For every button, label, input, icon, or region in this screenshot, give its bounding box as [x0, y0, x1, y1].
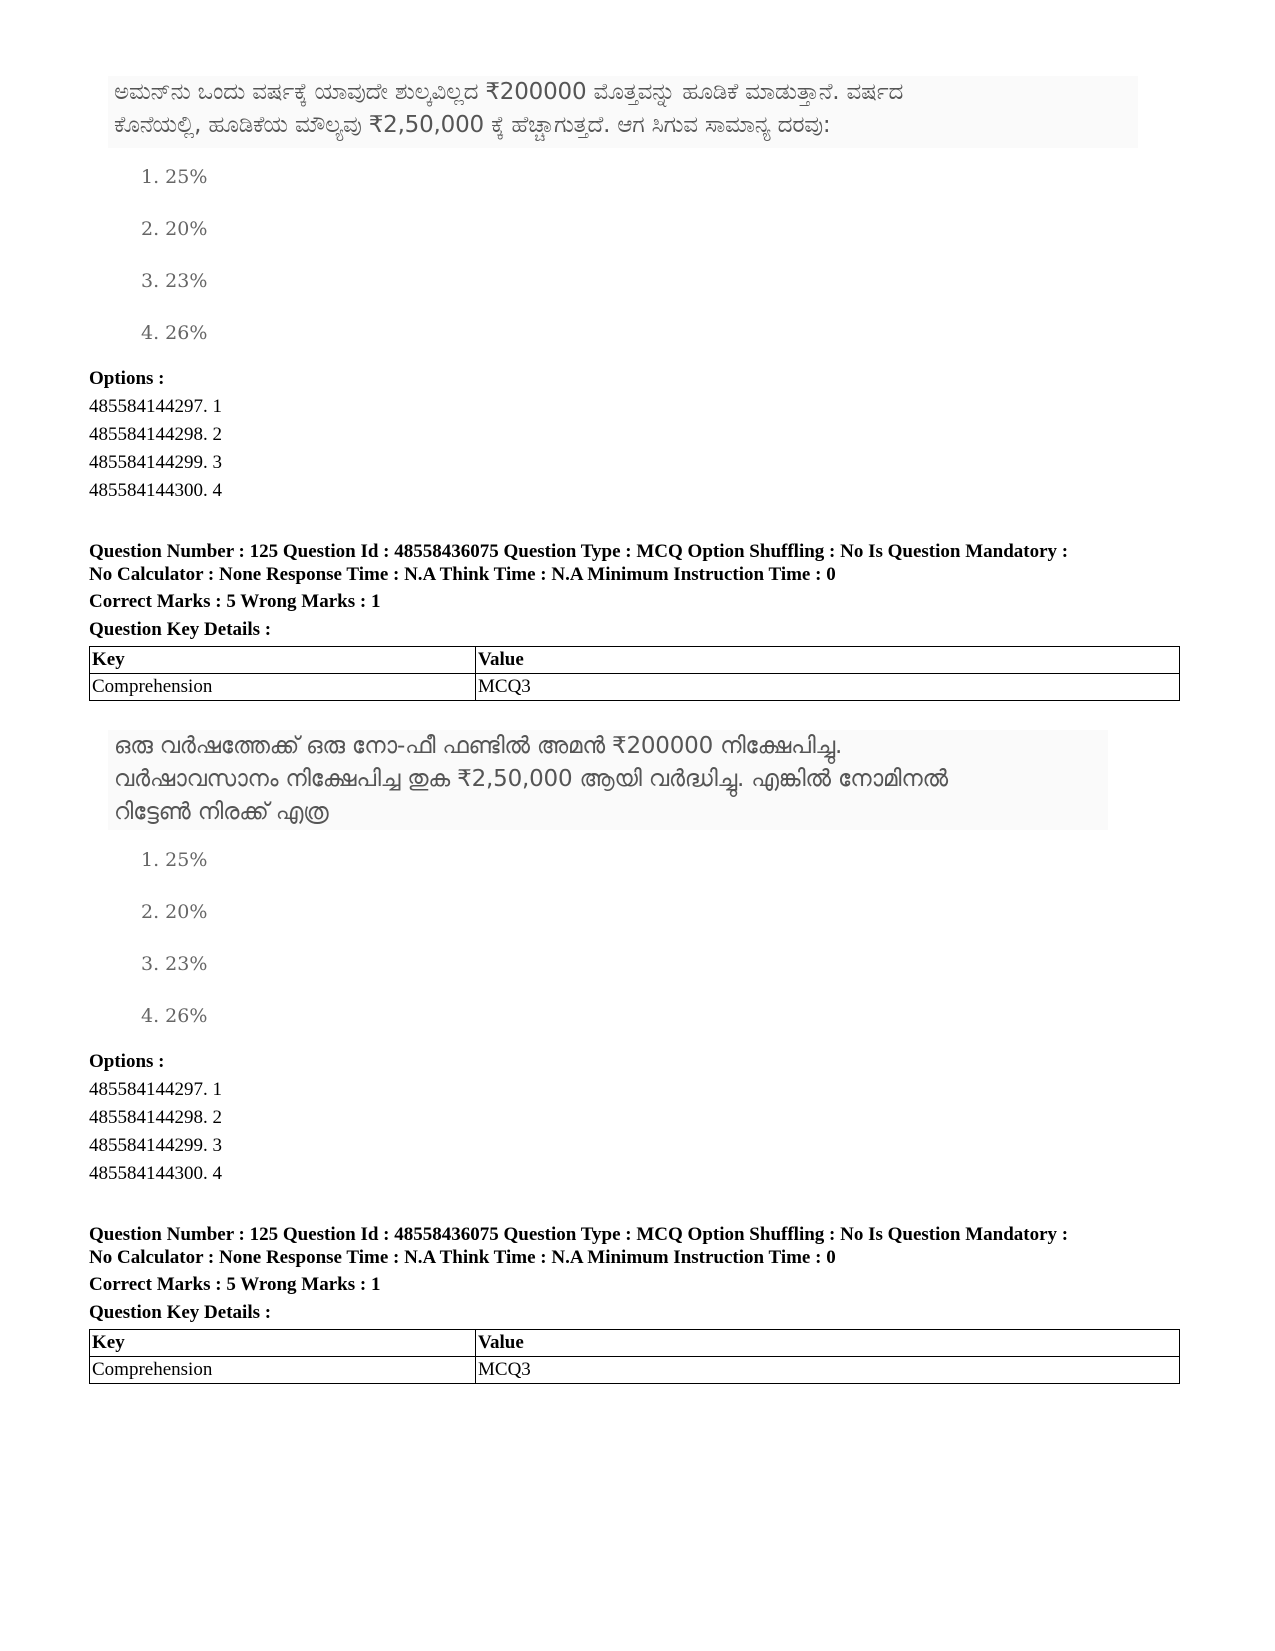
question-meta-line: Question Number : 125 Question Id : 48558436075 Question Type : MCQ Option Shuffling : No Is Question Mandatory : — [89, 541, 1069, 562]
option-item: 485584144297. 1 — [89, 396, 222, 417]
table-header-row — [90, 1330, 1180, 1357]
choice-1: 1. 25% — [141, 166, 208, 188]
table-row — [90, 1357, 1180, 1384]
option-item: 485584144298. 2 — [89, 1107, 222, 1128]
options-label: Options : — [89, 368, 165, 389]
option-item: 485584144300. 4 — [89, 480, 222, 501]
table-header-key: Key — [90, 1330, 476, 1357]
option-item: 485584144297. 1 — [89, 1079, 222, 1100]
marks-line: Correct Marks : 5 Wrong Marks : 1 — [89, 591, 381, 612]
table-row — [90, 674, 1180, 701]
question-meta-line: Question Number : 125 Question Id : 48558436075 Question Type : MCQ Option Shuffling : No Is Question Mandatory : — [89, 1224, 1069, 1245]
question-meta-line: No Calculator : None Response Time : N.A Think Time : N.A Minimum Instruction Time : 0 — [89, 1247, 836, 1268]
question-text-line: റിട്ടേൺ നിരക്ക് എത്ര — [114, 799, 329, 825]
choice-1: 1. 25% — [141, 849, 208, 871]
question-text-line: വർഷാവസാനം നിക്ഷേപിച്ച തുക ₹2,50,000 ആയി വർദ്ധിച്ചു. എങ്കിൽ നോമിനൽ — [114, 766, 948, 792]
table-cell-value: MCQ3 — [476, 1357, 1180, 1384]
option-item: 485584144298. 2 — [89, 424, 222, 445]
choice-2: 2. 20% — [141, 901, 208, 923]
key-details-table — [89, 646, 1180, 701]
question-text-line: ಕೊನೆಯಲ್ಲಿ, ಹೂಡಿಕೆಯ ಮೌಲ್ಯವು ₹2,50,000 ಕ್ಕೆ ಹೆಚ್ಚಾಗುತ್ತದೆ. ಆಗ ಸಿಗುವ ಸಾಮಾನ್ಯ ದರವು: — [114, 112, 831, 138]
question-image-kannada — [108, 76, 1138, 148]
choice-3: 3. 23% — [141, 270, 208, 292]
question-meta-line: No Calculator : None Response Time : N.A Think Time : N.A Minimum Instruction Time : 0 — [89, 564, 836, 585]
question-image-malayalam — [108, 730, 1108, 830]
option-item: 485584144299. 3 — [89, 1135, 222, 1156]
question-text-line: ಅಮನ್‌ನು ಒಂದು ವರ್ಷಕ್ಕೆ ಯಾವುದೇ ಶುಲ್ಕವಿಲ್ಲದ ₹200000 ಮೊತ್ತವನ್ನು ಹೂಡಿಕೆ ಮಾಡುತ್ತಾನೆ. ವರ್ಷದ — [114, 79, 904, 105]
table-header-key: Key — [90, 647, 476, 674]
choice-4: 4. 26% — [141, 1005, 208, 1027]
table-header-value: Value — [476, 647, 1180, 674]
option-item: 485584144299. 3 — [89, 452, 222, 473]
choice-4: 4. 26% — [141, 322, 208, 344]
table-cell-value: MCQ3 — [476, 674, 1180, 701]
choice-2: 2. 20% — [141, 218, 208, 240]
options-label: Options : — [89, 1051, 165, 1072]
key-details-label: Question Key Details : — [89, 619, 272, 640]
choice-3: 3. 23% — [141, 953, 208, 975]
table-header-value: Value — [476, 1330, 1180, 1357]
table-header-row — [90, 647, 1180, 674]
table-cell-key: Comprehension — [90, 1357, 476, 1384]
table-cell-key: Comprehension — [90, 674, 476, 701]
question-text-line: ഒരു വർഷത്തേക്ക് ഒരു നോ-ഫീ ഫണ്ടിൽ അമൻ ₹200000 നിക്ഷേപിച്ചു. — [114, 733, 843, 759]
marks-line: Correct Marks : 5 Wrong Marks : 1 — [89, 1274, 381, 1295]
key-details-table — [89, 1329, 1180, 1384]
option-item: 485584144300. 4 — [89, 1163, 222, 1184]
key-details-label: Question Key Details : — [89, 1302, 272, 1323]
